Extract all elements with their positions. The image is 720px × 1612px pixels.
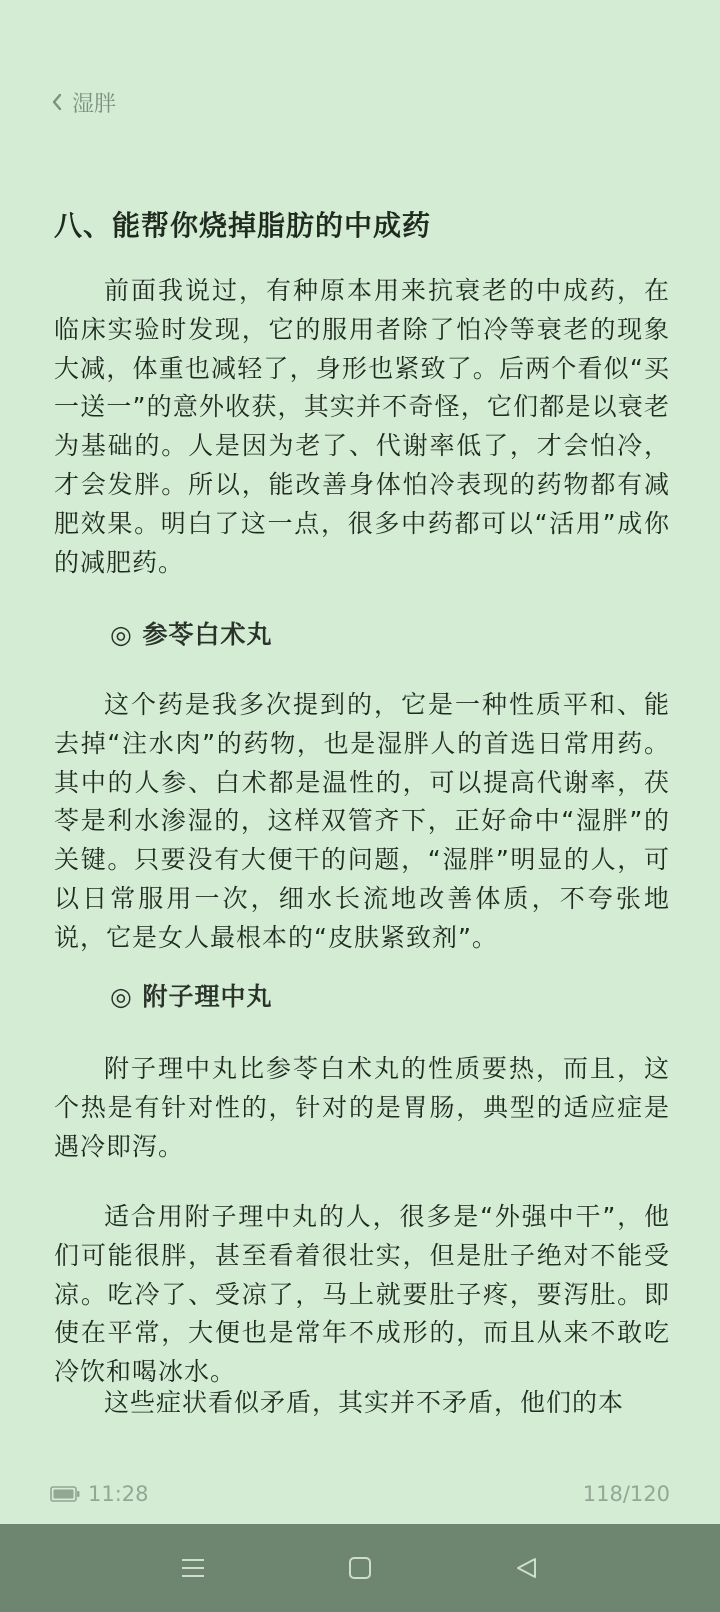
- menu-icon: [179, 1555, 207, 1581]
- paragraph: 适合用附子理中丸的人，很多是“外强中干”，他们可能很胖，甚至看着很壮实，但是肚子绝对不能受凉。吃冷了、受凉了，马上就要肚子疼，要泻肚。即使在平常，大便也是常年不成形的，而且从来不敢吃冷饮和喝冰水。: [54, 1202, 670, 1387]
- reader-status-bar: [50, 1480, 670, 1508]
- paragraph: 这些症状看似矛盾，其实并不矛盾，他们的本: [104, 1388, 625, 1417]
- back-nav-button[interactable]: [499, 1540, 555, 1596]
- subheading: ◎ 附子理中丸: [110, 982, 273, 1011]
- home-square-icon: [347, 1555, 373, 1581]
- chevron-left-icon: [48, 91, 66, 113]
- system-nav-bar: [0, 1524, 720, 1612]
- battery-icon: [50, 1486, 80, 1502]
- chapter-heading: 八、能帮你烧掉脂肪的中成药: [54, 209, 432, 242]
- home-button[interactable]: [332, 1540, 388, 1596]
- article-content: [54, 198, 670, 1417]
- clock-time: 11:28: [88, 1482, 149, 1506]
- page-counter: 118/120: [582, 1482, 670, 1506]
- paragraph: 这个药是我多次提到的，它是一种性质平和、能去掉“注水肉”的药物，也是湿胖人的首选日常用药。其中的人参、白术都是温性的，可以提高代谢率，茯苓是利水渗湿的，这样双管齐下，正好命中“湿胖”的关键。只要没有大便干的问题，“湿胖”明显的人，可以日常服用一次，细水长流地改善体质，不夸张地说，它是女人最根本的“皮肤紧致剂”。: [54, 690, 670, 952]
- menu-button[interactable]: [165, 1540, 221, 1596]
- back-triangle-icon: [514, 1555, 540, 1581]
- subheading: ◎ 参苓白术丸: [110, 620, 273, 649]
- back-button[interactable]: [48, 84, 116, 120]
- battery-time-group: [50, 1482, 149, 1506]
- paragraph: 前面我说过，有种原本用来抗衰老的中成药，在临床实验时发现，它的服用者除了怕冷等衰老的现象大减，体重也减轻了，身形也紧致了。后两个看似“买一送一”的意外收获，其实并不奇怪，它们都是以衰老为基础的。人是因为老了、代谢率低了，才会怕冷，才会发胖。所以，能改善身体怕冷表现的药物都有减肥效果。明白了这一点，很多中药都可以“活用”成你的减肥药。: [54, 276, 670, 577]
- back-label: 湿胖: [72, 91, 117, 117]
- paragraph: 附子理中丸比参苓白术丸的性质要热，而且，这个热是有针对性的，针对的是胃肠，典型的适应症是遇冷即泻。: [54, 1054, 670, 1161]
